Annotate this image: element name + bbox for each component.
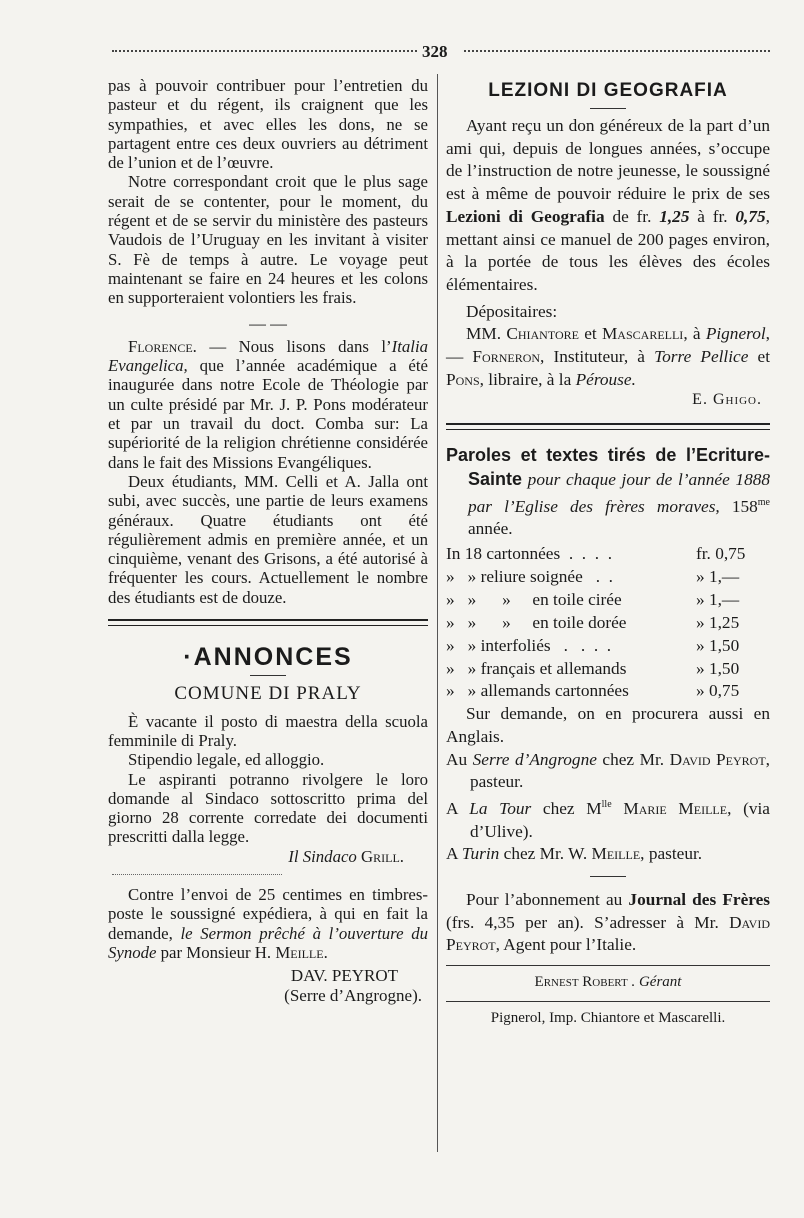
tour-text: , (via d’Ulive). bbox=[470, 798, 770, 841]
serre-name: David Peyrot bbox=[669, 749, 766, 769]
price-row bbox=[446, 612, 770, 635]
small-rule bbox=[250, 675, 286, 676]
commune-paragraph-3: Le aspiranti potranno rivolgere le loro domande al Sindaco sottoscritto prima del giorno 28 corrente corredate dei documenti prescritti dalla legge. bbox=[108, 769, 428, 847]
section-rule bbox=[108, 619, 428, 626]
journal-title: Journal des Frères bbox=[628, 890, 770, 910]
price-label: » » reliure soignée . . bbox=[446, 566, 614, 586]
price-row bbox=[446, 658, 770, 681]
footer-rule bbox=[446, 1001, 770, 1002]
turin-text: , pasteur. bbox=[640, 844, 703, 864]
page-number: 328 bbox=[422, 42, 448, 61]
price-label: » » » en toile cirée bbox=[446, 589, 622, 609]
paroles-end: année. bbox=[468, 519, 513, 539]
sindaco-title: Il Sindaco bbox=[288, 846, 357, 866]
commune-paragraph-1: È vacante il posto di maestra della scuola femminile di Praly. bbox=[108, 711, 428, 750]
price-list bbox=[446, 543, 770, 703]
price-row bbox=[446, 543, 770, 566]
abon-text: Pour l’abonnement au bbox=[466, 890, 629, 910]
dep-forneron: Forneron bbox=[472, 347, 541, 367]
price-row bbox=[446, 680, 770, 703]
price-row bbox=[446, 566, 770, 589]
price-value: fr. 0,75 bbox=[696, 544, 746, 564]
commune-paragraph-2: Stipendio legale, ed alloggio. bbox=[128, 750, 325, 770]
header-ornament-right bbox=[464, 50, 770, 55]
price-label: » » français et allemands bbox=[446, 658, 627, 678]
signature-place: (Serre d’Angrogne). bbox=[284, 986, 422, 1006]
lezioni-text-2: de fr. bbox=[604, 206, 660, 226]
depositaires-paragraph bbox=[446, 323, 770, 391]
dep-text: et bbox=[748, 347, 771, 367]
dep-pignerol: Pignerol bbox=[705, 324, 766, 344]
right-column bbox=[446, 76, 770, 1029]
dep-chiantore: Chiantore bbox=[506, 324, 579, 344]
lezioni-book-title: Lezioni di Geografia bbox=[446, 206, 605, 226]
serre-text: Au bbox=[446, 749, 473, 769]
sermon-title: le Sermon prêché à l’ouverture du Synode bbox=[108, 923, 428, 962]
italia-evangelica: Italia Evangelica, bbox=[108, 336, 428, 376]
price-label: In 18 cartonnées . . . . bbox=[446, 544, 613, 564]
serre-place: Serre d’Angrogne bbox=[472, 749, 597, 769]
sermon-text-2: par Monsieur H. bbox=[156, 942, 276, 962]
dep-pons: Pons bbox=[446, 369, 480, 389]
turin-paragraph bbox=[446, 843, 770, 866]
tour-text: A bbox=[446, 798, 470, 818]
tour-name: Marie Meille bbox=[611, 798, 728, 818]
price-label: » » » en toile dorée bbox=[446, 612, 627, 632]
signature-name: DAV. PEYROT bbox=[290, 966, 398, 986]
abonnement-paragraph bbox=[446, 889, 770, 957]
new-price: 0,75 bbox=[735, 206, 766, 226]
serre-text: chez Mr. bbox=[596, 749, 670, 769]
sindaco-signature bbox=[108, 847, 428, 866]
annonces-title: ·ANNONCES bbox=[183, 643, 353, 672]
paroles-year: 158 bbox=[719, 496, 758, 516]
paroles-subtitle: pour chaque jour de l’année 1888 par l’Eglise des frères moraves, bbox=[468, 470, 770, 516]
turin-text: A bbox=[446, 844, 462, 864]
dep-perouse: Pérouse. bbox=[575, 369, 636, 389]
lezioni-title: LEZIONI DI GEOGRAFIA bbox=[488, 80, 728, 101]
florence-paragraph bbox=[108, 337, 428, 472]
left-column bbox=[108, 76, 428, 1006]
ghigo-signature: E. Ghigo. bbox=[692, 391, 762, 409]
paroles-heading bbox=[446, 444, 770, 541]
paroles-sup: me bbox=[757, 496, 770, 508]
page-header bbox=[112, 42, 770, 61]
tour-paragraph bbox=[446, 794, 770, 843]
tour-sup: lle bbox=[601, 799, 612, 811]
lezioni-text-3: à fr. bbox=[689, 206, 736, 226]
turin-name: Meille bbox=[591, 844, 641, 864]
abon-text: , Agent pour l’Italie. bbox=[495, 935, 637, 955]
price-value: » 0,75 bbox=[696, 681, 740, 701]
serre-text: , pasteur. bbox=[470, 749, 770, 792]
paroles-title: Paroles et textes tirés de l’Ecriture-Sainte bbox=[446, 445, 770, 490]
commune-title: COMUNE DI PRALY bbox=[174, 683, 362, 705]
price-value: » 1,— bbox=[696, 589, 740, 609]
gerant-line bbox=[446, 971, 770, 993]
dep-torre-pellice: Torre Pellice bbox=[654, 347, 749, 367]
signature-block bbox=[108, 966, 428, 1006]
section-separator: — — bbox=[249, 313, 287, 333]
turin-text: chez Mr. W. bbox=[499, 844, 592, 864]
uruguay-paragraph-2: Notre correspondant croit que le plus sage serait de se contenter, pour le moment, du régent et de se servir du ministère des pasteurs Vaudois de l’Uruguay en les invitant à visiter S. Fè de temps à autre. Le voyage peut maintenant se faire en 24 heures et les colons en supporteraient volontiers les frais. bbox=[108, 172, 428, 308]
small-rule bbox=[590, 876, 626, 877]
column-divider bbox=[437, 74, 438, 1152]
sindaco-name: Grill. bbox=[361, 846, 404, 866]
abon-name: David Peyrot bbox=[446, 912, 770, 955]
price-value: » 1,50 bbox=[696, 658, 740, 678]
lezioni-paragraph bbox=[446, 115, 770, 297]
price-row bbox=[446, 589, 770, 612]
price-label: » » allemands cartonnées bbox=[446, 681, 629, 701]
serre-paragraph bbox=[446, 749, 770, 794]
turin-place: Turin bbox=[461, 844, 500, 864]
tour-place: La Tour bbox=[469, 798, 532, 818]
dep-text: et bbox=[578, 324, 602, 344]
sur-demande-paragraph: Sur demande, on en procurera aussi en Anglais. bbox=[446, 704, 770, 747]
price-label: » » interfoliés . . . . bbox=[446, 635, 612, 655]
sermon-paragraph bbox=[108, 885, 428, 962]
section-rule bbox=[446, 423, 770, 430]
price-value: » 1,50 bbox=[696, 635, 740, 655]
lezioni-text-1: Ayant reçu un don généreux de la part d’un ami qui, depuis de longues années, s’occupe de l’instruction de notre jeunesse, le soussigné est à même de pouvoir réduire le prix de ses bbox=[446, 116, 770, 204]
students-paragraph: Deux étudiants, MM. Celli et A. Jalla ont subi, avec succès, une partie de leurs examens généraux. Quatre étudiants ont été régulièrement admis en première année, et un cinquième, venant des Grisons, a été autorisé à fréquenter les cours. Actuellement le nombre des étudiants est de douze. bbox=[108, 471, 428, 607]
lezioni-text-4: , mettant ainsi ce manuel de 200 pages environ, à la portée de tous les élèves des écoles élémentaires. bbox=[446, 206, 770, 294]
florence-text: que l’année académique a été inaugurée dans notre Ecole de Théologie par un culte présidé par Mr. J. P. Pons modérateur et par un travail du doct. Comba sur: La supériorité de la religion chrétienne considérée dans le fait des Missions Evangéliques. bbox=[108, 356, 428, 472]
dep-text: , Instituteur, à bbox=[540, 347, 655, 367]
price-value: » 1,— bbox=[696, 566, 740, 586]
depositaires-label: Dépositaires: bbox=[466, 301, 558, 321]
small-rule bbox=[590, 108, 626, 109]
dep-text: , à bbox=[683, 324, 706, 344]
price-value: » 1,25 bbox=[696, 612, 740, 632]
dep-text: , libraire, à la bbox=[479, 369, 576, 389]
tour-text: chez M bbox=[531, 798, 602, 818]
old-price: 1,25 bbox=[659, 206, 690, 226]
florence-heading: Florence. bbox=[128, 336, 197, 356]
dep-mascarelli: Mascarelli bbox=[601, 324, 684, 344]
sermon-author: Meille. bbox=[275, 942, 328, 962]
footer-rule bbox=[446, 965, 770, 966]
header-ornament-left bbox=[112, 50, 417, 55]
dep-text: MM. bbox=[466, 324, 507, 344]
abon-text: (frs. 4,35 per an). S’adresser à Mr. bbox=[446, 912, 730, 932]
dep-text: , — bbox=[446, 324, 770, 367]
sermon-text-1: Contre l’envoi de 25 centimes en timbres-poste le soussigné expédiera, à qui en fait la demande, bbox=[108, 884, 428, 943]
dotted-separator bbox=[112, 874, 282, 875]
uruguay-paragraph-1: pas à pouvoir contribuer pour l’entretien du pasteur et du régent, ils craignent que les sympathies, et avec elles les dons, ne se partagent entre ces deux ouvriers au détriment de l’union et de l’œuvre. bbox=[108, 76, 428, 173]
gerant-role: . Gérant bbox=[627, 974, 682, 991]
imprint-line: Pignerol, Imp. Chiantore et Mascarelli. bbox=[490, 1010, 726, 1027]
gerant-name: Ernest Robert bbox=[534, 974, 628, 991]
florence-intro: — Nous lisons dans l’ bbox=[196, 336, 392, 356]
price-row bbox=[446, 635, 770, 658]
